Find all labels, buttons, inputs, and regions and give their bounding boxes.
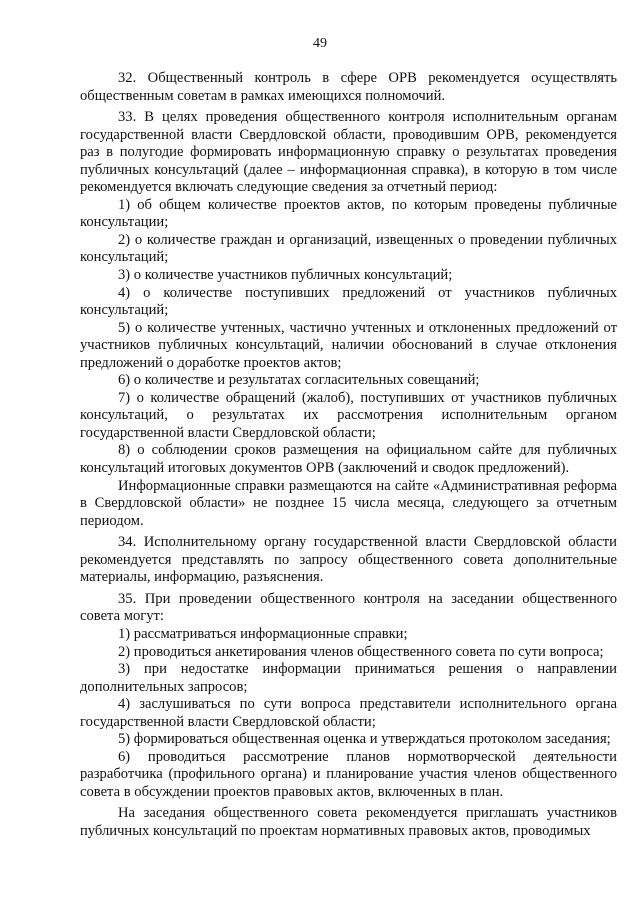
list-item-33-7: 7) о количестве обращений (жалоб), поступивших от участников публичных консультаций, о результатах их рассмотрения исполнительным органом государственной власти Свердловской области; [80,389,617,441]
list-item-33-5: 5) о количестве учтенных, частично учтенных и отклоненных предложений от участников публичных консультаций, наличии обоснований в случае отклонения предложений о доработке проектов актов; [80,319,617,371]
paragraph-35: 35. При проведении общественного контроля на заседании общественного совета могут: [80,590,617,625]
paragraph-info-notes: Информационные справки размещаются на сайте «Административная реформа в Свердловской области» не позднее 15 числа месяца, следующего за отчетным периодом. [80,477,617,529]
paragraph-invitation: На заседания общественного совета рекомендуется приглашать участников публичных консультаций по проектам нормативных правовых актов, проводимых [80,805,617,839]
paragraph-33: 33. В целях проведения общественного контроля исполнительным органам государственной власти Свердловской области, проводившим ОРВ, рекомендуется раз в полугодие формировать информационную справку о результатах проведения публичных консультаций (далее – информационная справка), в которую в том числе рекомендуется включать следующие сведения за отчетный период: [80,109,617,196]
list-item-35-5: 5) формироваться общественная оценка и утверждаться протоколом заседания; [118,731,611,748]
list-item-35-6: 6) проводиться рассмотрение планов нормотворческой деятельности разработчика (профильного органа) и планирование участия членов общественного совета в обсуждении проектов правовых актов, включенных в план. [80,748,617,800]
paragraph-32: 32. Общественный контроль в сфере ОРВ рекомендуется осуществлять общественным советам в рамках имеющихся полномочий. [80,70,617,104]
list-item-35-1: 1) рассматриваться информационные справки; [118,625,408,642]
list-item-33-2: 2) о количестве граждан и организаций, извещенных о проведении публичных консультаций; [80,231,617,266]
list-item-33-8: 8) о соблюдении сроков размещения на официальном сайте для публичных консультаций итоговых документов ОРВ (заключений и сводок предложений). [80,442,617,477]
list-item-35-4: 4) заслушиваться по сути вопроса представители исполнительного органа государственной власти Свердловской области; [80,696,617,730]
list-item-33-6: 6) о количестве и результатах согласительных совещаний; [118,372,480,389]
list-item-33-3: 3) о количестве участников публичных консультаций; [118,267,453,284]
paragraph-34: 34. Исполнительному органу государственной власти Свердловской области рекомендуется представлять по запросу общественного совета дополнительные материалы, информацию, разъяснения. [80,534,617,586]
list-item-33-4: 4) о количестве поступивших предложений от участников публичных консультаций; [80,284,617,319]
list-item-35-2: 2) проводиться анкетирования членов общественного совета по сути вопроса; [118,643,604,660]
document-body [80,70,617,841]
list-item-33-1: 1) об общем количестве проектов актов, по которым проведены публичные консультации; [80,196,617,231]
page-number: 49 [313,36,327,51]
list-item-35-3: 3) при недостатке информации приниматься решения о направлении дополнительных запросов; [80,661,617,695]
